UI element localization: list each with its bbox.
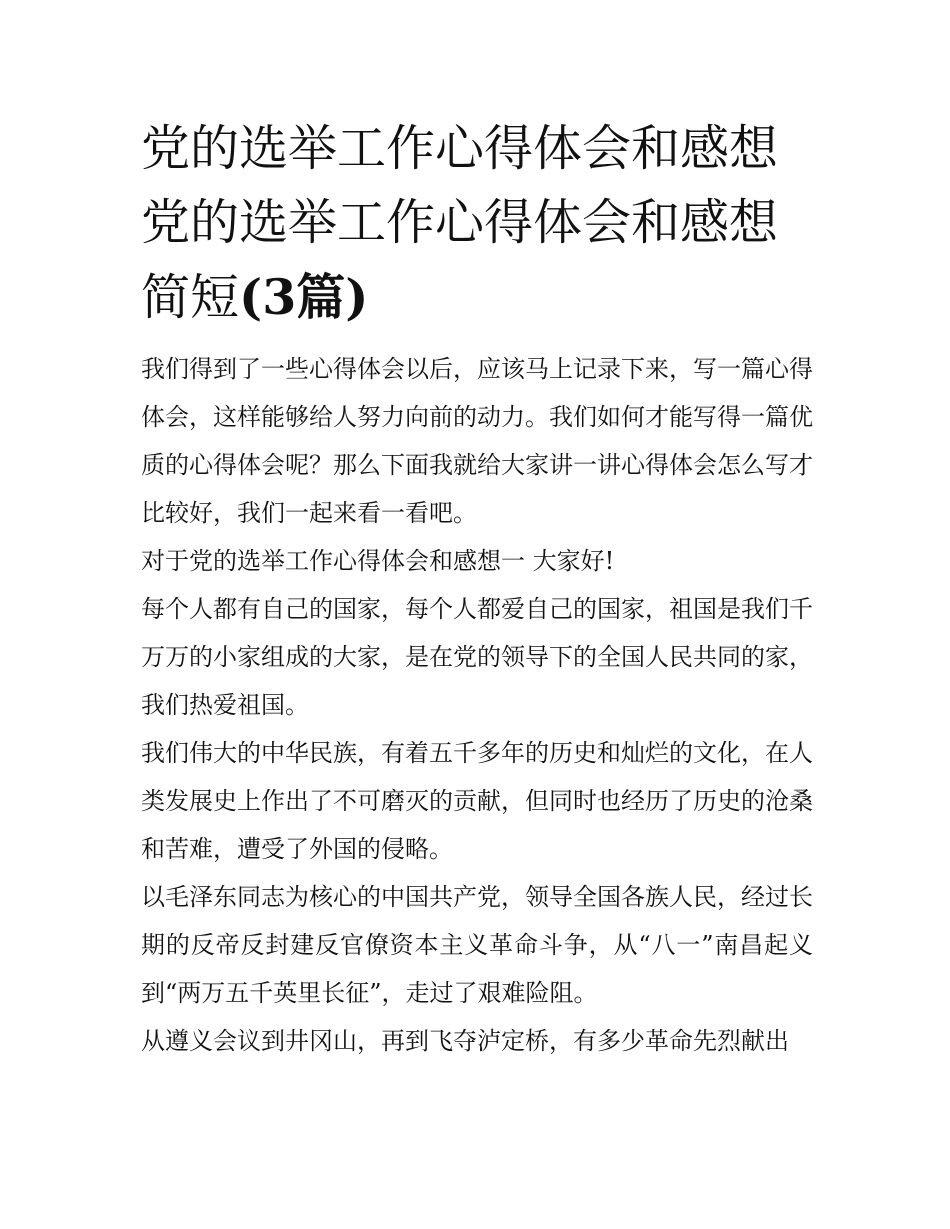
title-line-1: 党的选举工作心得体会和感想: [141, 120, 779, 177]
paragraph-greeting: 对于党的选举工作心得体会和感想一 大家好!: [141, 547, 615, 575]
paragraph-revolution: 以毛泽东同志为核心的中国共产党，领导全国各族人民，经过长期的反帝反封建反官僚资本主义革命斗争，从“八一”南昌起义到“两万五千英里长征”，走过了艰难险阻。: [141, 883, 813, 1007]
paragraph-martyrs: 从遵义会议到井冈山，再到飞夺泸定桥，有多少革命先烈献出: [141, 1027, 789, 1055]
title-count: (3篇): [239, 268, 369, 326]
title-line-2: 党的选举工作心得体会和感想: [141, 194, 779, 251]
document-body: [141, 112, 813, 1065]
paragraph-intro: 我们得到了一些心得体会以后，应该马上记录下来，写一篇心得体会，这样能够给人努力向前的动力。我们如何才能写得一篇优质的心得体会呢？那么下面我就给大家讲一讲心得体会怎么写才比较好，我们一起来看一看吧。: [141, 355, 813, 527]
paragraph-motherland: 每个人都有自己的国家，每个人都爱自己的国家，祖国是我们千万万的小家组成的大家，是在党的领导下的全国人民共同的家，我们热爱祖国。: [141, 595, 813, 719]
document-title: [141, 112, 813, 335]
title-line-3: 简短(3篇): [141, 268, 369, 326]
paragraph-history: 我们伟大的中华民族，有着五千多年的历史和灿烂的文化，在人类发展史上作出了不可磨灭的贡献，但同时也经历了历史的沧桑和苦难，遭受了外国的侵略。: [141, 739, 813, 863]
